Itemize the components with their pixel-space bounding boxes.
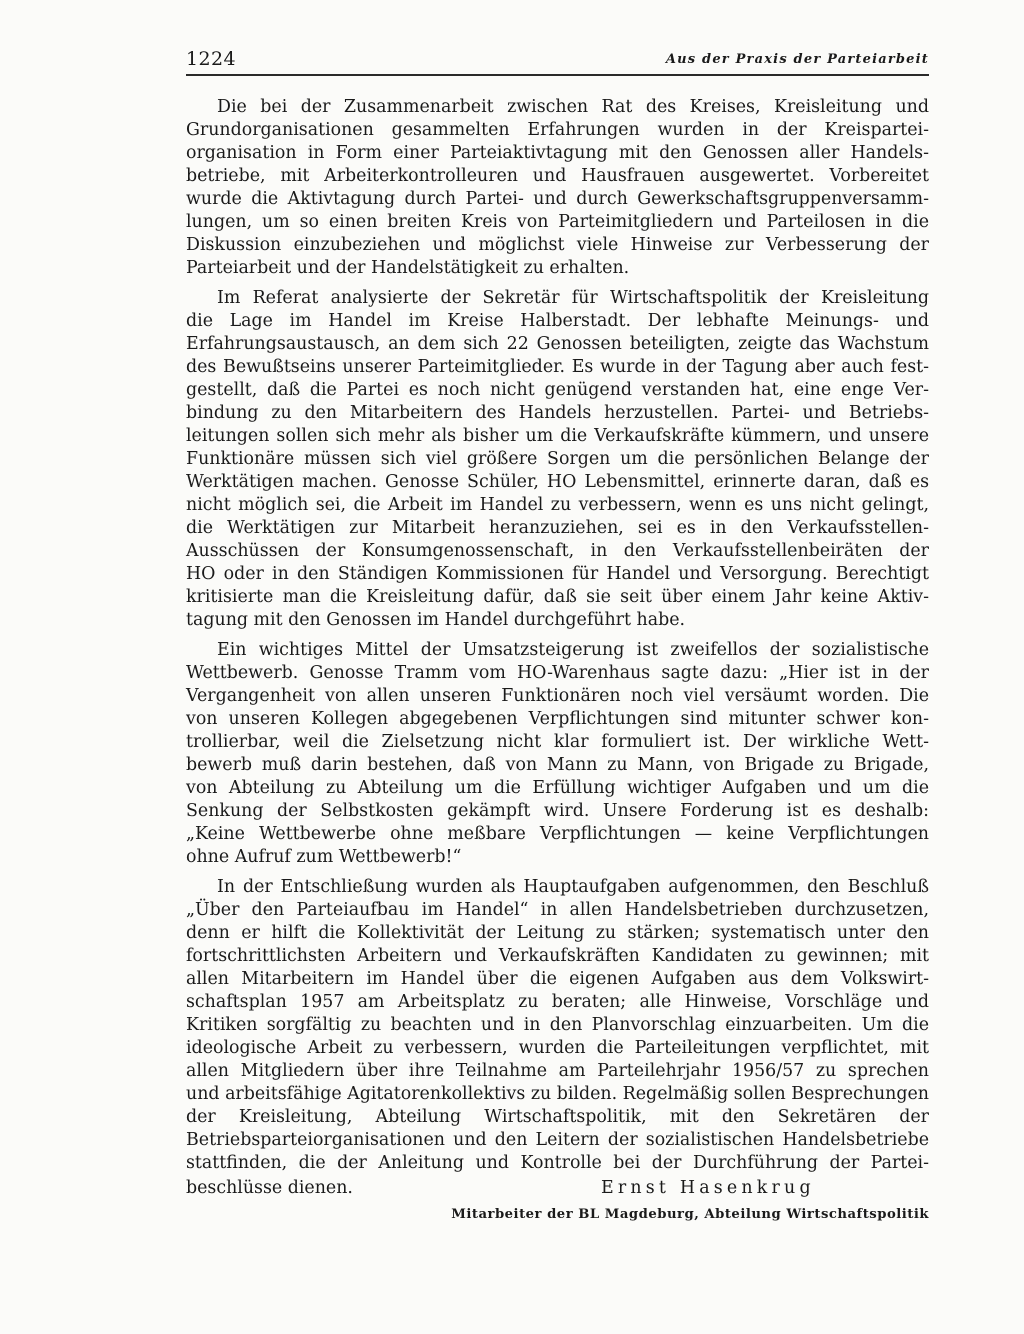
paragraph-1 [186,96,929,280]
page-number: 1224 [186,48,236,70]
text-line: bindung zu den Mitarbeitern des Handels herzustellen. Partei- und Betriebs- [186,403,929,423]
text-line: ohne Aufruf zum Wettbewerb!“ [186,847,462,867]
text-line: denn er hilft die Kollektivität der Leitung zu stärken; systematisch unter den [186,923,929,943]
text-line: Ausschüssen der Konsumgenossenschaft, in den Verkaufsstellenbeiräten der [186,541,929,561]
text-line: Grundorganisationen gesammelten Erfahrungen wurden in der Kreispartei- [186,120,929,140]
text-line: Vergangenheit von allen unseren Funktionären noch viel versäumt worden. Die [186,686,929,706]
text-line: die Werktätigen zur Mitarbeit heranzuziehen, sei es in den Verkaufsstellen- [186,518,929,538]
text-line: gestellt, daß die Partei es noch nicht genügend verstanden hat, eine enge Ver- [186,380,929,400]
article-body [186,96,929,1182]
text-line: Diskussion einzubeziehen und möglichst viele Hinweise zur Verbesserung der [186,235,929,255]
text-line: beschlüsse dienen. [186,1178,353,1198]
text-line: organisation in Form einer Parteiaktivtagung mit den Genossen aller Handels- [186,143,929,163]
text-line: In der Entschließung wurden als Hauptaufgaben aufgenommen, den Beschluß [217,877,929,897]
text-line: HO oder in den Ständigen Kommissionen für Handel und Versorgung. Berechtigt [186,564,929,584]
text-line: wurde die Aktivtagung durch Partei- und durch Gewerkschaftsgruppenversamm- [186,189,929,209]
text-line: Kritiken sorgfältig zu beachten und in den Planvorschlag einzuarbeiten. Um die [186,1015,929,1035]
text-line: von Abteilung zu Abteilung um die Erfüllung wichtiger Aufgaben und um die [186,778,929,798]
text-line: Parteiarbeit und der Handelstätigkeit zu erhalten. [186,258,630,278]
paragraph-2 [186,287,929,632]
text-line: und arbeitsfähige Agitatorenkollektivs zu bilden. Regelmäßig sollen Besprechungen [186,1084,929,1104]
text-line: die Lage im Handel im Kreise Halberstadt. Der lebhafte Meinungs- und [186,311,929,331]
text-line: nicht möglich sei, die Arbeit im Handel zu verbessern, wenn es uns nicht gelingt, [186,495,929,515]
text-line: lungen, um so einen breiten Kreis von Parteimitgliedern und Parteilosen in die [186,212,929,232]
text-line: Senkung der Selbstkosten gekämpft wird. Unsere Forderung ist es deshalb: [186,801,929,821]
header-rule [186,74,929,76]
text-line: stattfinden, die der Anleitung und Kontrolle bei der Durchführung der Partei- [186,1153,929,1173]
author-name: Ernst Hasenkrug [601,1178,815,1198]
text-line: „Keine Wettbewerbe ohne meßbare Verpflichtungen — keine Verpflichtungen [186,824,929,844]
text-line: schaftsplan 1957 am Arbeitsplatz zu beraten; alle Hinweise, Vorschläge und [186,992,929,1012]
text-line: bewerb muß darin bestehen, daß von Mann zu Mann, von Brigade zu Brigade, [186,755,929,775]
text-line: Die bei der Zusammenarbeit zwischen Rat des Kreises, Kreisleitung und [217,97,929,117]
text-line: allen Mitgliedern über ihre Teilnahme am Parteilehrjahr 1956/57 zu sprechen [186,1061,929,1081]
text-line: Betriebsparteiorganisationen und den Leitern der sozialistischen Handelsbetriebe [186,1130,929,1150]
paragraph-3 [186,639,929,869]
text-line: Werktätigen machen. Genosse Schüler, HO Lebensmittel, erinnerte daran, daß es [186,472,929,492]
text-line: trollierbar, weil die Zielsetzung nicht klar formuliert ist. Der wirkliche Wett- [186,732,929,752]
text-line: der Kreisleitung, Abteilung Wirtschaftspolitik, mit den Sekretären der [186,1107,929,1127]
text-line: Funktionäre müssen sich viel größere Sorgen um die persönlichen Belange der [186,449,929,469]
running-head: Aus der Praxis der Parteiarbeit [665,52,929,67]
text-line: Erfahrungsaustausch, an dem sich 22 Genossen beteiligten, zeigte das Wachstum [186,334,929,354]
text-line: des Bewußtseins unserer Parteimitglieder. Es wurde in der Tagung aber auch fest- [186,357,929,377]
text-line: Wettbewerb. Genosse Tramm vom HO-Warenhaus sagte dazu: „Hier ist in der [186,663,929,683]
text-line: kritisierte man die Kreisleitung dafür, daß sie seit über einem Jahr keine Aktiv- [186,587,929,607]
text-line: von unseren Kollegen abgegebenen Verpflichtungen sind mitunter schwer kon- [186,709,929,729]
text-line: betriebe, mit Arbeiterkontrolleuren und Hausfrauen ausgewertet. Vorbereitet [186,166,929,186]
author-affiliation: Mitarbeiter der BL Magdeburg, Abteilung Wirtschaftspolitik [451,1207,929,1222]
text-line: leitungen sollen sich mehr als bisher um die Verkaufskräfte kümmern, und unsere [186,426,929,446]
signature-block [186,1177,929,1237]
text-line: tagung mit den Genossen im Handel durchgeführt habe. [186,610,686,630]
text-line: Ein wichtiges Mittel der Umsatzsteigerung ist zweifellos der sozialistische [217,640,929,660]
final-line-row [186,1177,929,1200]
text-line: ideologische Arbeit zu verbessern, wurden die Parteileitungen verpflichtet, mit [186,1038,929,1058]
page-header [186,48,929,74]
text-line: allen Mitarbeitern im Handel über die eigenen Aufgaben aus dem Volkswirt- [186,969,929,989]
text-line: Im Referat analysierte der Sekretär für Wirtschaftspolitik der Kreisleitung [217,288,929,308]
text-line: „Über den Parteiaufbau im Handel“ in allen Handelsbetrieben durchzusetzen, [186,900,929,920]
paragraph-4 [186,876,929,1175]
text-line: fortschrittlichsten Arbeitern und Verkaufskräften Kandidaten zu gewinnen; mit [186,946,929,966]
